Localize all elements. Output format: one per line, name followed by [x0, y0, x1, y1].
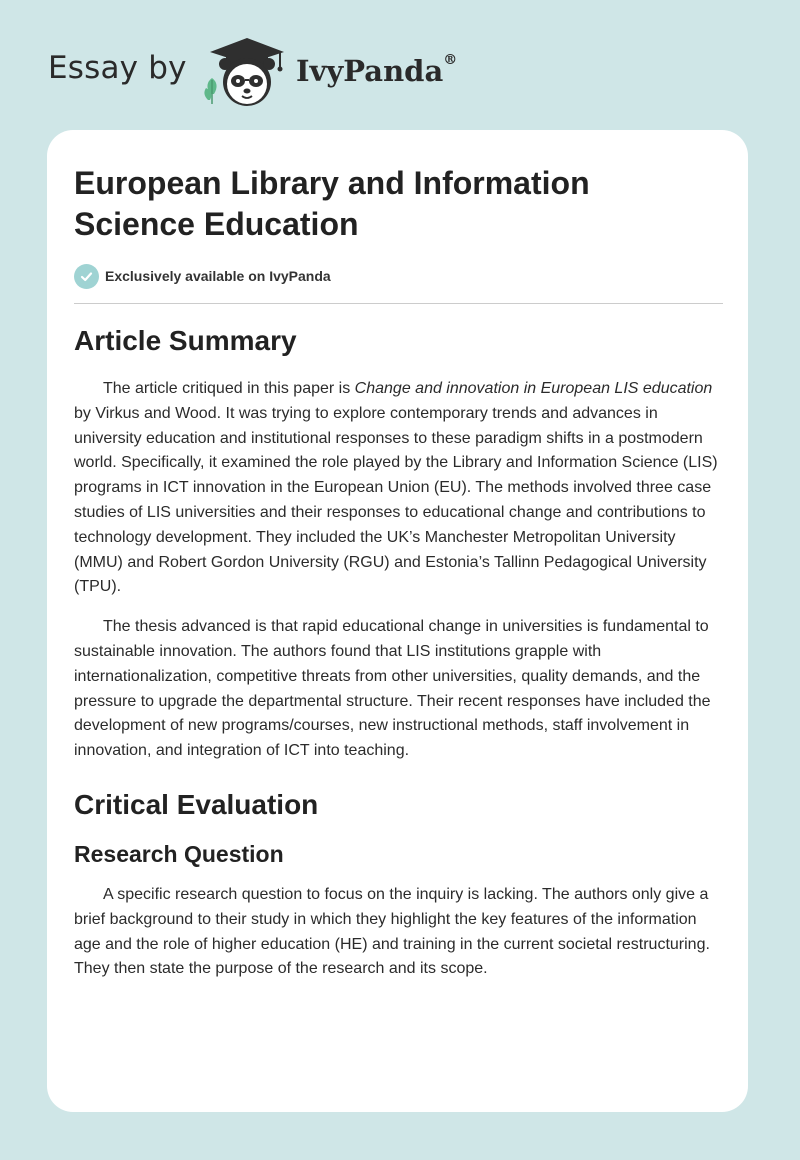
- heading-research-question: Research Question: [74, 840, 284, 867]
- exclusive-badge: [74, 263, 331, 289]
- p1-rest: by Virkus and Wood. It was trying to explore contemporary trends and advances in university education and institutional responses to these paradigm shifts in a postmodern world. Specifically, it examined the role played by the Library and Information Science (LIS) programs in ICT innovation in the European Union (EU). The methods involved three case studies of LIS universities and their responses to educational change and contributions to technology development. They included the UK’s Manchester Metropolitan University (MMU) and Robert Gordon University (RGU) and Estonia’s Tallinn Pedagogical University (TPU).: [74, 404, 718, 596]
- brand-name: [296, 54, 457, 88]
- registered-mark: ®: [443, 52, 458, 68]
- checkmark-glyph-icon: [80, 270, 93, 283]
- exclusive-label: Exclusively available on IvyPanda: [105, 268, 331, 284]
- essay-by-label: Essay by: [48, 50, 187, 86]
- paragraph-summary-1: [74, 377, 724, 600]
- heading-article-summary: Article Summary: [74, 325, 297, 356]
- article-body: [74, 324, 724, 982]
- p1-lead: The article critiqued in this paper is: [103, 380, 355, 397]
- brand-name-text: IvyPanda: [296, 54, 444, 88]
- panda-logo-icon: [200, 34, 294, 110]
- heading-critical-evaluation: Critical Evaluation: [74, 788, 319, 820]
- paragraph-research-question: A specific research question to focus on the inquiry is lacking. The authors only give a brief background to their study in which they highlight the key features of the information age and the role of higher education (HE) and training in the current societal restructuring. They then state the purpose of the research and its scope.: [74, 885, 710, 978]
- title-divider: [74, 303, 723, 304]
- p1-article-title: Change and innovation in European LIS education: [354, 380, 713, 397]
- paragraph-summary-2: The thesis advanced is that rapid educational change in universities is fundamental to sustainable innovation. The authors found that LIS institutions grapple with internationalization, competitive threats from other universities, quality demands, and the pressure to upgrade the departmental structure. Their recent responses have included the development of new programs/courses, new instructional methods, staff involvement in innovation, and integration of ICT into teaching.: [74, 618, 711, 760]
- check-icon: [74, 264, 99, 289]
- article-card: [47, 130, 748, 1112]
- article-title: European Library and Information Science Education: [74, 165, 590, 242]
- site-header: [0, 0, 800, 130]
